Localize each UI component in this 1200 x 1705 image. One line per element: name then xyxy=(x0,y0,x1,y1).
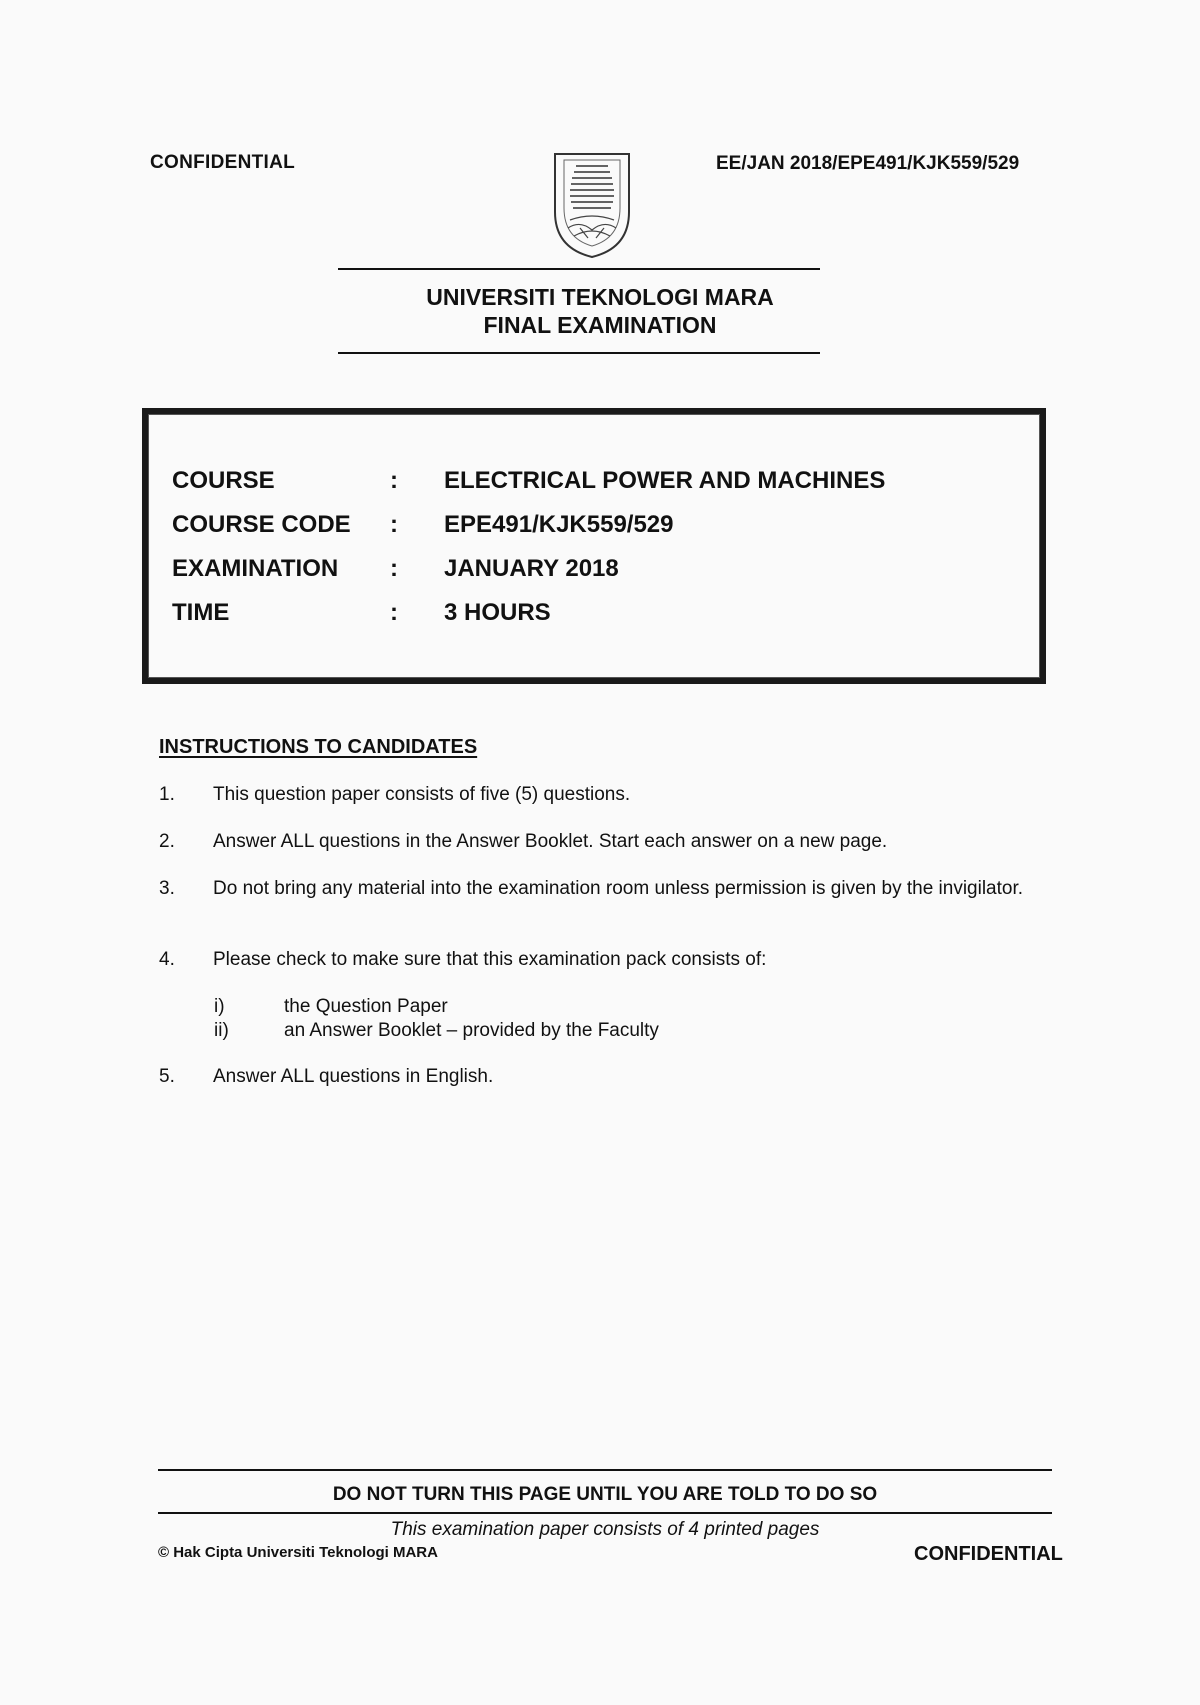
instruction-number: 4. xyxy=(159,949,175,970)
uitm-crest-icon xyxy=(550,150,634,260)
do-not-turn-warning: DO NOT TURN THIS PAGE UNTIL YOU ARE TOLD TO DO SO xyxy=(332,1484,878,1505)
confidential-label-top: CONFIDENTIAL xyxy=(150,152,296,173)
course-info-box xyxy=(142,408,1046,684)
pack-subitem-number: ii) xyxy=(214,1020,229,1041)
title-rule-bottom xyxy=(338,352,820,354)
confidential-label-bottom: CONFIDENTIAL xyxy=(914,1543,1063,1565)
time-colon: : xyxy=(390,599,398,626)
pack-subitem-text: an Answer Booklet – provided by the Faculty xyxy=(284,1020,659,1041)
printed-pages-note: This examination paper consists of 4 printed pages xyxy=(390,1519,820,1540)
instruction-number: 5. xyxy=(159,1066,175,1087)
footer-rule-bottom xyxy=(158,1512,1052,1514)
course-value: ELECTRICAL POWER AND MACHINES xyxy=(444,467,886,494)
copyright-notice: © Hak Cipta Universiti Teknologi MARA xyxy=(158,1544,438,1561)
pack-subitem-number: i) xyxy=(214,996,225,1017)
instructions-heading: INSTRUCTIONS TO CANDIDATES xyxy=(159,736,478,758)
pack-subitem-text: the Question Paper xyxy=(284,996,448,1017)
time-value: 3 HOURS xyxy=(444,599,551,626)
instruction-number: 1. xyxy=(159,784,175,805)
footer-rule-top xyxy=(158,1469,1052,1471)
instruction-text: This question paper consists of five (5) questions. xyxy=(213,784,631,805)
course-code-row xyxy=(172,511,1032,541)
exam-title: FINAL EXAMINATION xyxy=(483,312,717,338)
instruction-text: Do not bring any material into the examination room unless permission is given by the invigilator. xyxy=(213,878,1024,899)
instruction-number: 2. xyxy=(159,831,175,852)
university-name: UNIVERSITI TEKNOLOGI MARA xyxy=(426,284,774,310)
course-label: COURSE xyxy=(172,467,275,494)
examination-colon: : xyxy=(390,555,398,582)
time-row xyxy=(172,599,1032,629)
course-code-value: EPE491/KJK559/529 xyxy=(444,511,674,538)
course-colon: : xyxy=(390,467,398,494)
instruction-text: Please check to make sure that this examination pack consists of: xyxy=(213,949,767,970)
title-rule-top xyxy=(338,268,820,270)
instruction-number: 3. xyxy=(159,878,175,899)
examination-row xyxy=(172,555,1032,585)
time-label: TIME xyxy=(172,599,230,626)
examination-value: JANUARY 2018 xyxy=(444,555,619,582)
instruction-text: Answer ALL questions in English. xyxy=(213,1066,494,1087)
course-code-label: COURSE CODE xyxy=(172,511,351,538)
exam-reference-code: EE/JAN 2018/EPE491/KJK559/529 xyxy=(716,153,1020,174)
instruction-text: Answer ALL questions in the Answer Booklet. Start each answer on a new page. xyxy=(213,831,888,852)
course-code-colon: : xyxy=(390,511,398,538)
course-row xyxy=(172,467,1032,497)
examination-label: EXAMINATION xyxy=(172,555,339,582)
